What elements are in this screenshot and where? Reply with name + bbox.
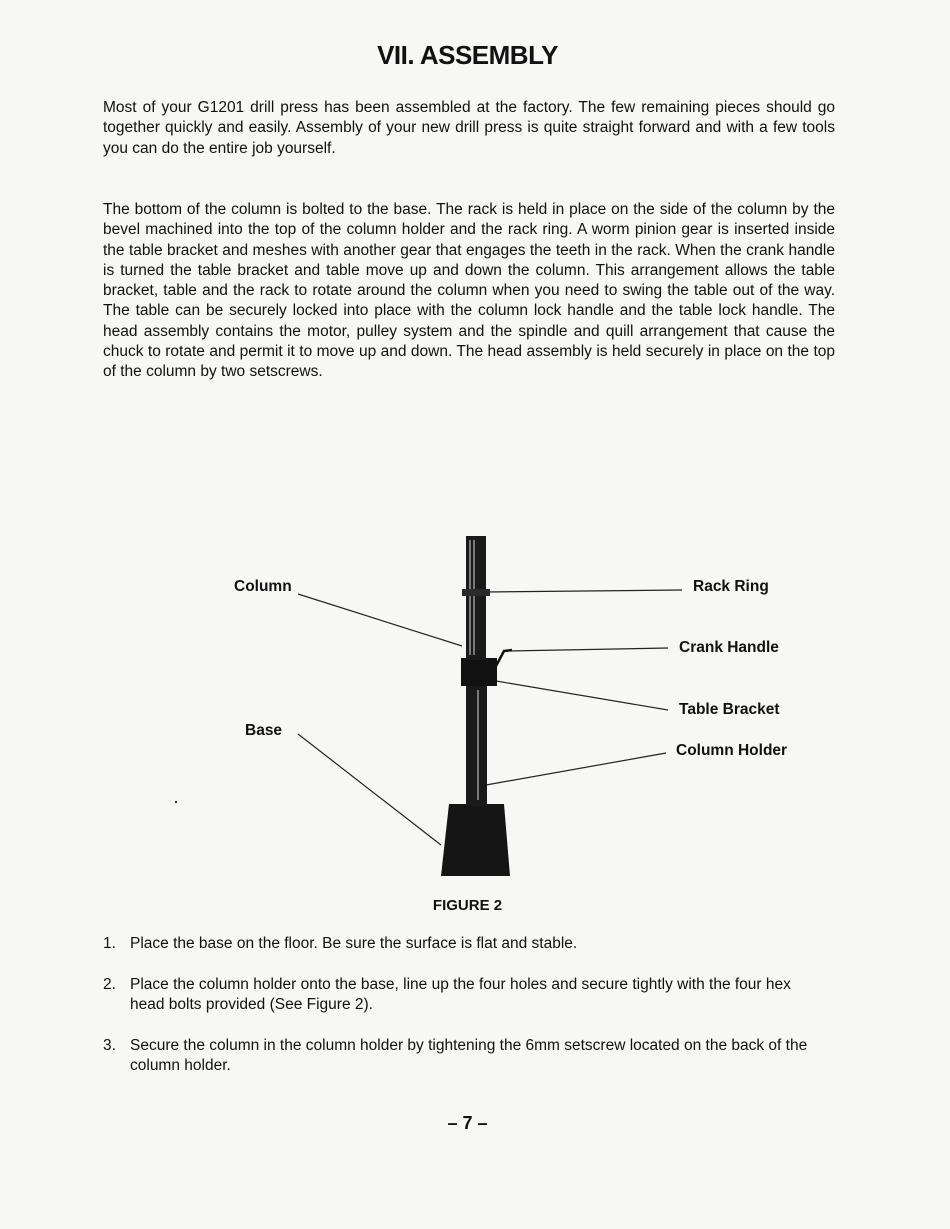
step-number: 2.	[103, 975, 116, 993]
step-item	[103, 1036, 823, 1077]
column-holder-leader-line	[486, 753, 666, 785]
label-column-holder: Column Holder	[676, 742, 788, 759]
rack-ring-leader-line	[486, 590, 682, 592]
column-leader-line	[298, 594, 462, 646]
column-holder-shape	[466, 684, 487, 806]
step-number: 1.	[103, 935, 116, 952]
crank-handle-shape	[496, 650, 512, 666]
step-text: Secure the column in the column holder by tightening the 6mm setscrew located on the back of the column holder.	[130, 1036, 808, 1074]
label-rack-ring: Rack Ring	[693, 578, 769, 595]
label-table-bracket: Table Bracket	[679, 701, 780, 718]
step-text: Place the column holder onto the base, line up the four holes and secure tightly with the four hex head bolts provided (See Figure 2).	[130, 975, 791, 1013]
crank-handle-leader-line	[506, 648, 668, 651]
drill-press-column-illustration	[0, 520, 950, 900]
description-paragraph: The bottom of the column is bolted to the base. The rack is held in place on the side of the column by the bevel machined into the top of the column holder and the rack ring. A worm pinion gear is inserted inside the table bracket and meshes with another gear that engages the teeth in the rack. When the crank handle is turned the table bracket and table move up and down the column. This arrangement allows the table bracket, table and the rack to rotate around the column when you need to swing the table out of the way. The table can be securely locked into place with the column lock handle and the table lock handle. The head assembly contains the motor, pulley system and the spindle and quill arrangement that cause the chuck to rotate and permit it to move up and down. The head assembly is held securely in place on the top of the column by two setscrews.	[103, 201, 835, 381]
section-heading: VII. ASSEMBLY	[377, 40, 558, 70]
assembly-steps	[103, 934, 823, 1097]
label-crank-handle: Crank Handle	[679, 639, 779, 656]
figure-caption: FIGURE 2	[432, 897, 503, 914]
base-shape	[441, 804, 510, 876]
page-number: – 7 –	[447, 1113, 488, 1133]
rack-ring-shape	[462, 589, 490, 596]
base-leader-line	[298, 734, 441, 845]
step-text: Place the base on the floor. Be sure the surface is flat and stable.	[130, 935, 578, 952]
label-column: Column	[234, 578, 292, 595]
step-number: 3.	[103, 1036, 116, 1054]
table-bracket-shape	[461, 658, 497, 686]
intro-paragraph: Most of your G1201 drill press has been assembled at the factory. The few remaining pieces should go together quickly and easily. Assembly of your new drill press is quite straight forward and with a few tools you can do the entire job yourself.	[103, 99, 835, 157]
table-bracket-leader-line	[496, 681, 668, 710]
figure-2	[0, 520, 950, 900]
step-item	[103, 934, 823, 955]
column-shape	[466, 536, 486, 660]
label-base: Base	[245, 722, 283, 739]
step-item	[103, 975, 823, 1016]
